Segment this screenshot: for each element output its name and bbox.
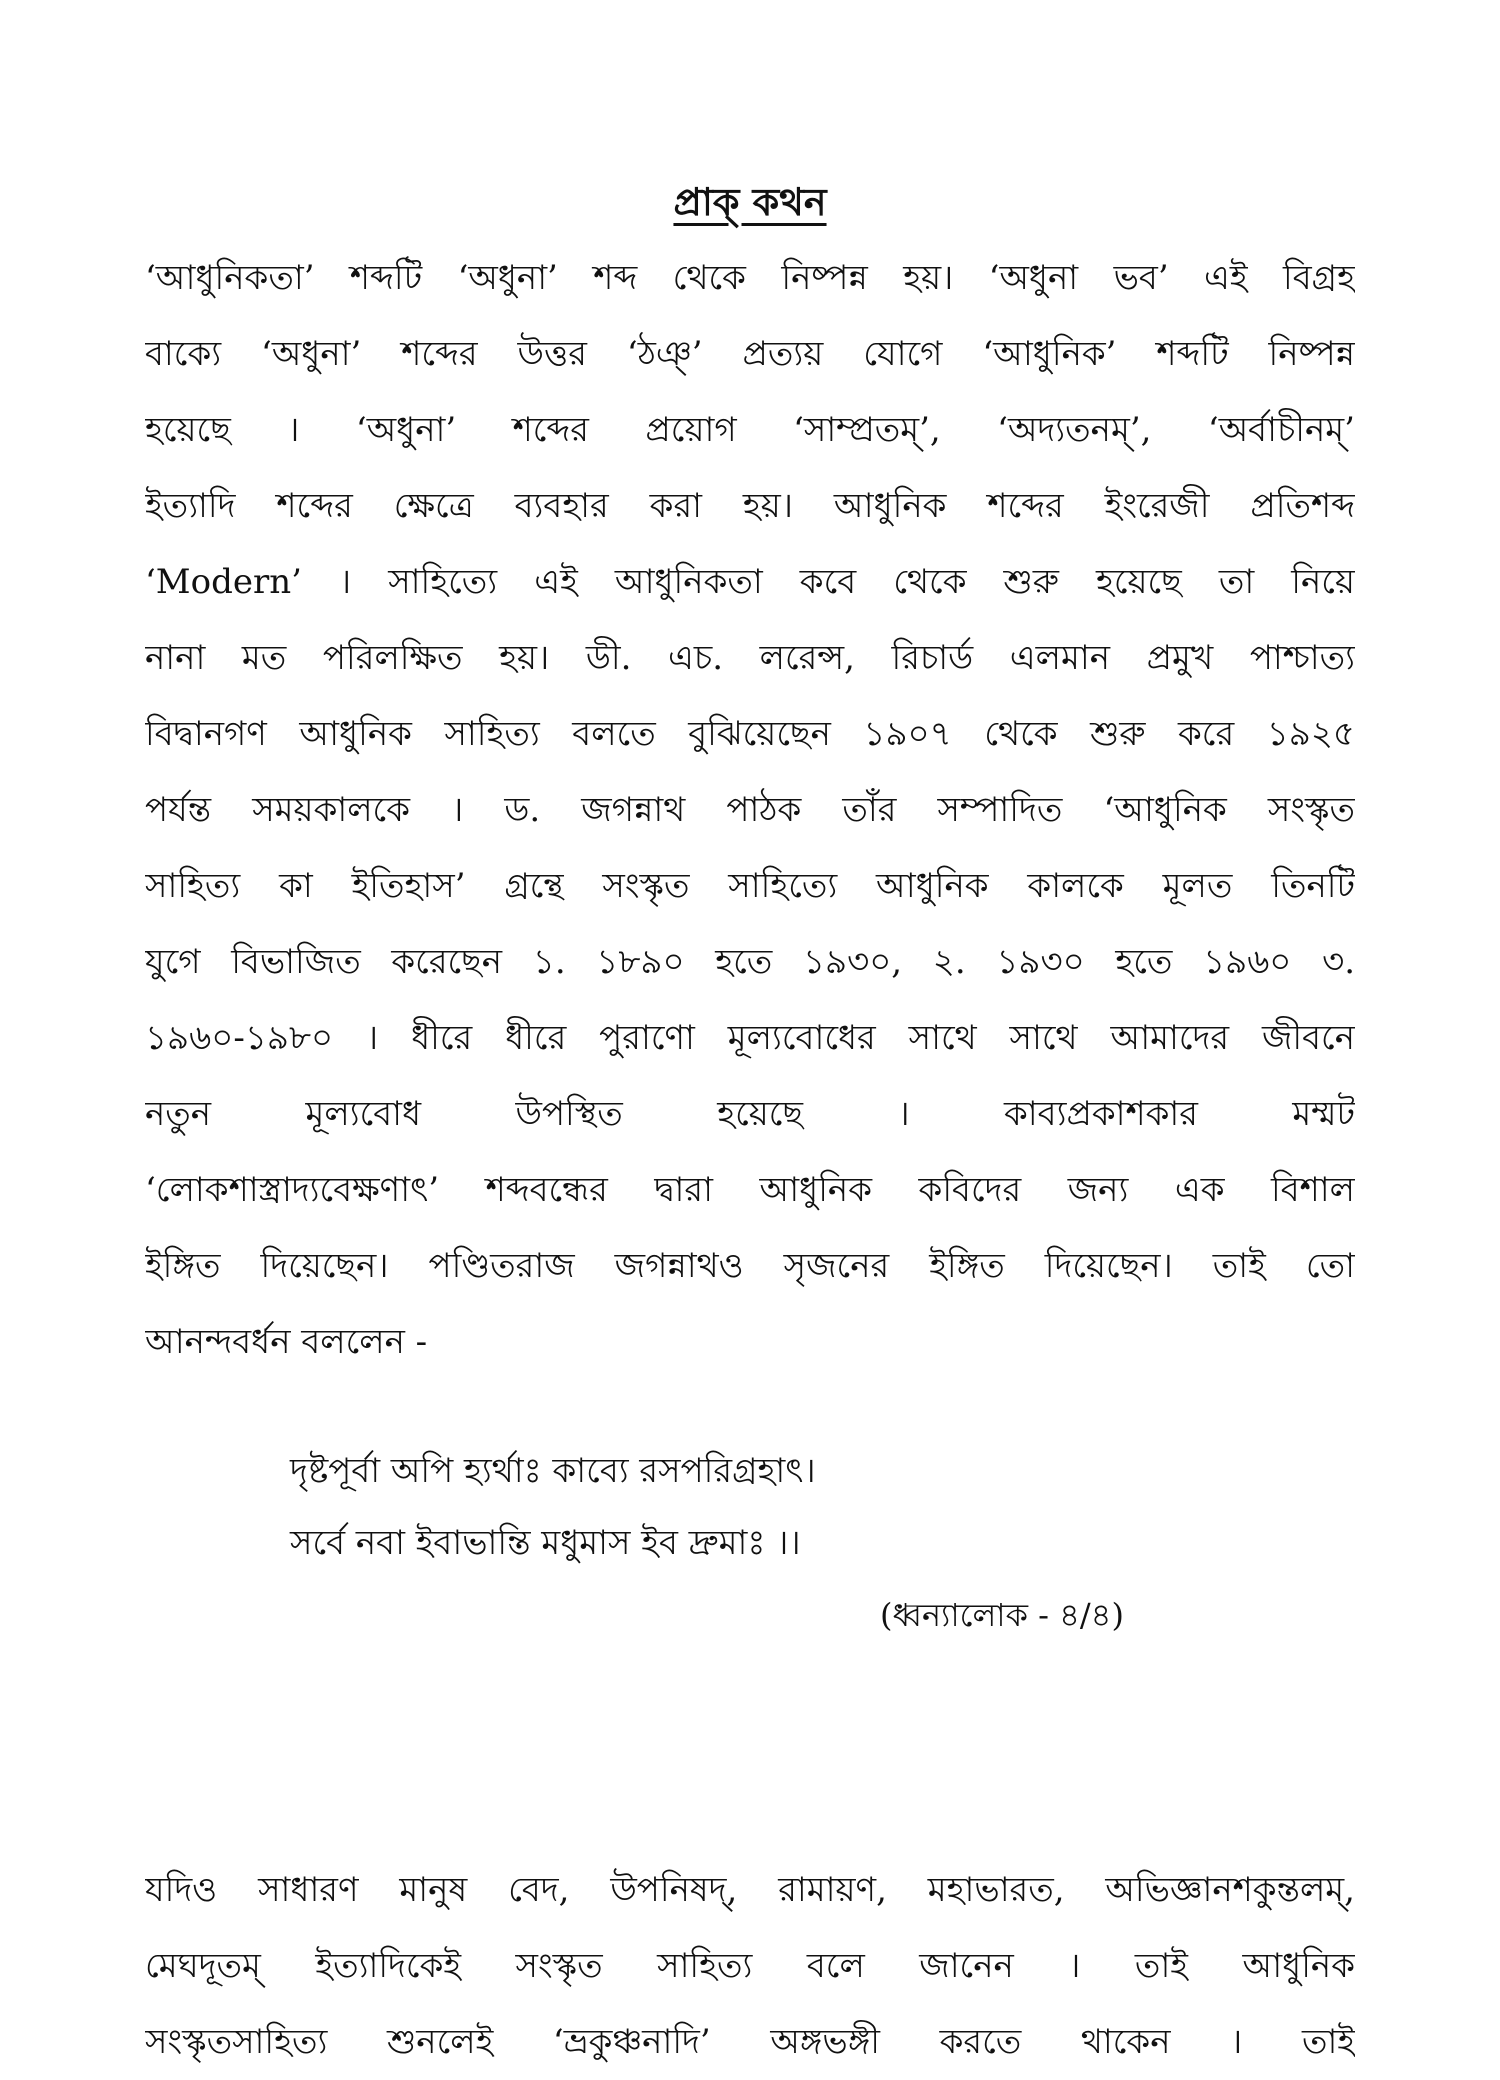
verse-citation: (ধ্বন্যালোক - ৪/৪) [880,1596,1124,1634]
paragraph-line: নানা মত পরিলক্ষিত হয়। ডী. এচ. লরেন্স, রিচার্ড এলমান প্রমুখ পাশ্চাত্য [145,638,1355,678]
paragraph-line: সাহিত্য কা ইতিহাস’ গ্রন্থে সংস্কৃত সাহিত্যে আধুনিক কালকে মূলত তিনটি [145,866,1355,906]
paragraph-2 [145,1852,1355,2080]
paragraph-line: ইত্যাদি শব্দের ক্ষেত্রে ব্যবহার করা হয়। আধুনিক শব্দের ইংরেজী প্রতিশব্দ [145,486,1355,526]
paragraph-line: আনন্দবর্ধন বললেন - [145,1322,428,1362]
verse-line: দৃষ্টপূর্বা অপি হ্যর্থাঃ কাব্যে রসপরিগ্রহাৎ। [290,1451,816,1491]
paragraph-line: নতুন মূল্যবোধ উপস্থিত হয়েছে । কাব্যপ্রকাশকার মম্মট [145,1094,1355,1134]
paragraph-line: ১৯৬০-১৯৮০ । ধীরে ধীরে পুরাণো মূল্যবোধের সাথে সাথে আমাদের জীবনে [145,1018,1355,1058]
paragraph-line: ‘Modern’ । সাহিত্যে এই আধুনিকতা কবে থেকে শুরু হয়েছে তা নিয়ে [145,562,1355,602]
paragraph-line: সংস্কৃতসাহিত্য শুনলেই ‘ভ্রকুঞ্চনাদি’ অঙ্গভঙ্গী করতে থাকেন । তাই [145,2022,1355,2062]
paragraph-line: মেঘদূতম্ ইত্যাদিকেই সংস্কৃত সাহিত্য বলে জানেন । তাই আধুনিক [145,1946,1355,1986]
sanskrit-verse [290,1435,1190,1579]
paragraph-line: বিদ্বানগণ আধুনিক সাহিত্য বলতে বুঝিয়েছেন ১৯০৭ থেকে শুরু করে ১৯২৫ [145,714,1355,754]
paragraph-line: ‘আধুনিকতা’ শব্দটি ‘অধুনা’ শব্দ থেকে নিষ্পন্ন হয়। ‘অধুনা ভব’ এই বিগ্রহ [145,258,1355,298]
title-text: প্রাক্ কথন [673,179,827,224]
paragraph-line: পর্যন্ত সময়কালকে । ড. জগন্নাথ পাঠক তাঁর সম্পাদিত ‘আধুনিক সংস্কৃত [145,790,1355,830]
paragraph-1 [145,240,1355,1380]
paragraph-line: বাক্যে ‘অধুনা’ শব্দের উত্তর ‘ঠঞ্’ প্রত্যয় যোগে ‘আধুনিক’ শব্দটি নিষ্পন্ন [145,334,1355,374]
page-title [0,178,1500,226]
paragraph-line: যুগে বিভাজিত করেছেন ১. ১৮৯০ হতে ১৯৩০, ২. ১৯৩০ হতে ১৯৬০ ৩. [145,942,1355,982]
verse-line: সর্বে নবা ইবাভান্তি মধুমাস ইব দ্রুমাঃ ।। [290,1523,801,1563]
paragraph-line: যদিও সাধারণ মানুষ বেদ, উপনিষদ্, রামায়ণ, মহাভারত, অভিজ্ঞানশকুন্তলম্, [145,1870,1355,1910]
paragraph-line: ‘লোকশাস্ত্রাদ্যবেক্ষণাৎ’ শব্দবন্ধের দ্বারা আধুনিক কবিদের জন্য এক বিশাল [145,1170,1355,1210]
paragraph-line: ইঙ্গিত দিয়েছেন। পণ্ডিতরাজ জগন্নাথও সৃজনের ইঙ্গিত দিয়েছেন। তাই তো [145,1246,1355,1286]
paragraph-line: হয়েছে । ‘অধুনা’ শব্দের প্রয়োগ ‘সাম্প্রতম্’, ‘অদ্যতনম্’, ‘অর্বাচীনম্’ [145,410,1355,450]
